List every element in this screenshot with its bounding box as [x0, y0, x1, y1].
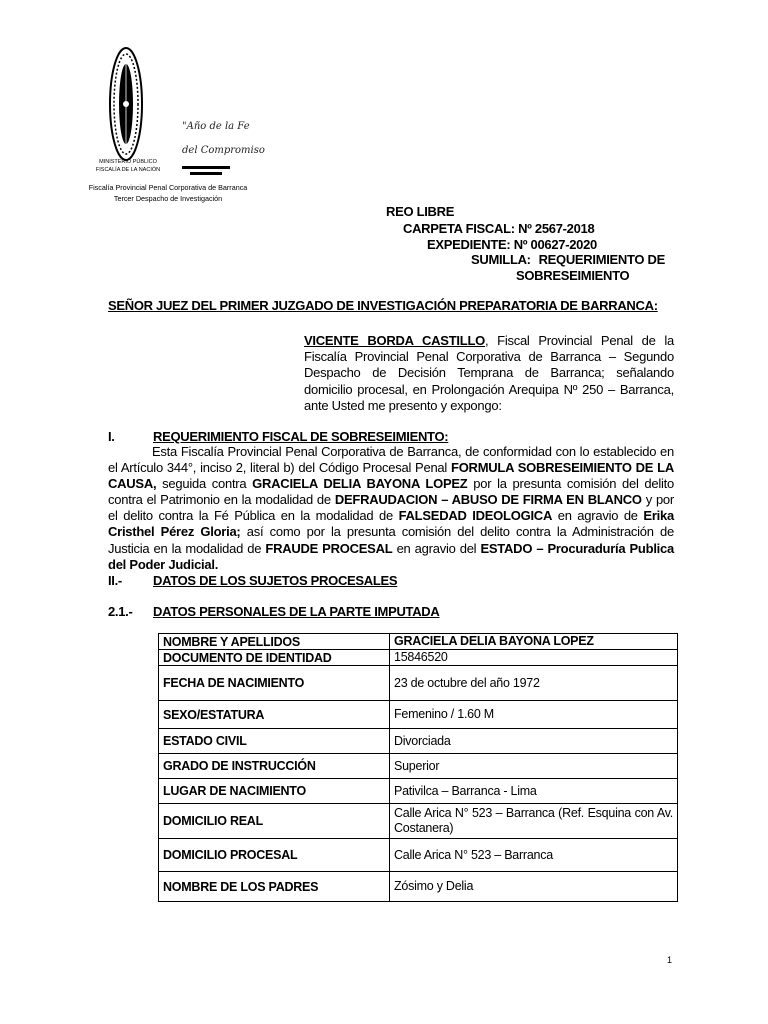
table-label: DOMICILIO REAL	[159, 804, 390, 839]
table-row	[159, 650, 678, 666]
table-row	[159, 634, 678, 650]
intro-paragraph	[304, 333, 674, 414]
table-label: NOMBRE Y APELLIDOS	[159, 634, 390, 650]
page-number: 1	[667, 955, 673, 965]
table-row	[159, 872, 678, 902]
expediente: EXPEDIENTE: Nº 00627-2020	[427, 237, 597, 252]
reo-libre: REO LIBRE	[386, 204, 455, 219]
table-label: FECHA DE NACIMIENTO	[159, 666, 390, 701]
table-value: Superior	[390, 754, 678, 779]
ministerio-label: MINISTERIO PÚBLICO FISCALÍA DE LA NACIÓN	[95, 159, 161, 173]
table-label: LUGAR DE NACIMIENTO	[159, 779, 390, 804]
table-label: GRADO DE INSTRUCCIÓN	[159, 754, 390, 779]
carpeta-fiscal: CARPETA FISCAL: Nº 2567-2018	[403, 221, 595, 236]
table-label: DOCUMENTO DE IDENTIDAD	[159, 650, 390, 666]
table-value: 15846520	[390, 650, 678, 666]
sumilla-label: SUMILLA:	[471, 252, 531, 267]
section-2-1-title: DATOS PERSONALES DE LA PARTE IMPUTADA	[153, 604, 440, 619]
table-row	[159, 729, 678, 754]
table-label: SEXO/ESTATURA	[159, 701, 390, 729]
intro-text: , Fiscal Provincial Penal de la Fiscalía Provincial Penal Corporativa de Barranca – Segundo Despacho de Decisión Temprana de Barranca; señalando domicilio procesal, en Prolongación Arequipa Nº 250 – Barranca, ante Usted me presento y expongo:	[304, 333, 674, 413]
section-2-title: DATOS DE LOS SUJETOS PROCESALES	[153, 573, 398, 588]
table-value: Calle Arica N° 523 – Barranca	[390, 839, 678, 872]
fiscalia-caption: Fiscalía Provincial Penal Corporativa de Barranca Tercer Despacho de Investigación	[88, 183, 248, 203]
table-value: Pativilca – Barranca - Lima	[390, 779, 678, 804]
table-row	[159, 804, 678, 839]
year-motto: "Año de la Fe del Compromiso	[182, 121, 265, 156]
table-row	[159, 754, 678, 779]
table-value: Calle Arica N° 523 – Barranca (Ref. Esquina con Av. Costanera)	[390, 804, 678, 839]
table-value: Femenino / 1.60 M	[390, 701, 678, 729]
section-1-number: I.	[108, 429, 115, 444]
motto-underline	[182, 166, 230, 169]
ministry-emblem-icon	[106, 44, 146, 164]
table-row	[159, 701, 678, 729]
section-2-number: II.-	[108, 573, 122, 588]
table-value: Divorciada	[390, 729, 678, 754]
table-row	[159, 779, 678, 804]
sumilla-line2: SOBRESEIMIENTO	[516, 268, 630, 283]
table-label: NOMBRE DE LOS PADRES	[159, 872, 390, 902]
imputado-data-table	[158, 633, 678, 902]
table-value: Zósimo y Delia	[390, 872, 678, 902]
table-row	[159, 839, 678, 872]
fiscal-name: VICENTE BORDA CASTILLO	[304, 333, 486, 348]
sumilla-line1: REQUERIMIENTO DE	[538, 252, 665, 267]
table-label: DOMICILIO PROCESAL	[159, 839, 390, 872]
table-value: GRACIELA DELIA BAYONA LOPEZ	[390, 634, 678, 650]
motto-underline-2	[190, 172, 222, 175]
sumilla	[471, 252, 665, 268]
section-2-1-number: 2.1.-	[108, 604, 133, 619]
table-value: 23 de octubre del año 1972	[390, 666, 678, 701]
table-row	[159, 666, 678, 701]
table-label: ESTADO CIVIL	[159, 729, 390, 754]
section-1-title: REQUERIMIENTO FISCAL DE SOBRESEIMIENTO:	[153, 429, 449, 444]
addressee-heading: SEÑOR JUEZ DEL PRIMER JUZGADO DE INVESTIGACIÓN PREPARATORIA DE BARRANCA:	[108, 298, 658, 313]
section-1-body: Esta Fiscalía Provincial Penal Corporativa de Barranca, de conformidad con lo establecido en el Artículo 344°, inciso 2, literal b) del Código Procesal Penal FORMULA SOBRESEIMIENTO DE LA CAUSA, seguida contra GRACIELA DELIA BAYONA LOPEZ por la presunta comisión del delito contra el Patrimonio en la modalidad de DEFRAUDACION – ABUSO DE FIRMA EN BLANCO y por el delito contra la Fé Pública en la modalidad de FALSEDAD IDEOLOGICA en agravio de Erika Cristhel Pérez Gloria; así como por la presunta comisión del delito contra la Administración de Justicia en la modalidad de FRAUDE PROCESAL en agravio del ESTADO – Procuraduría Publica del Poder Judicial.	[108, 444, 674, 572]
